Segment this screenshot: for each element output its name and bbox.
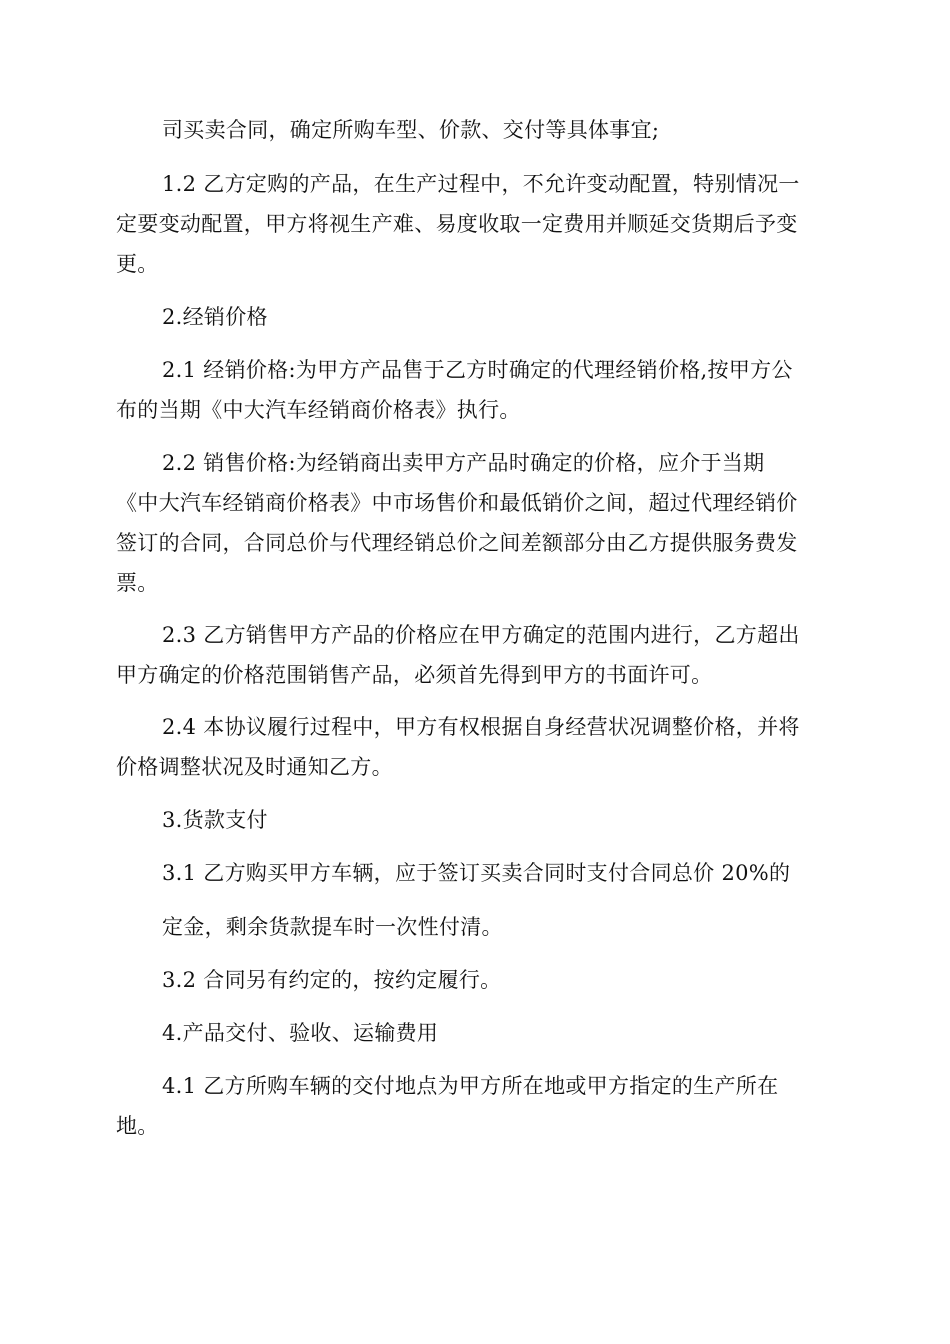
text-line: 价格调整状况及时通知乙方。 (116, 755, 393, 779)
text-line: 票。 (116, 571, 159, 595)
text-line: 3.1 乙方购买甲方车辆，应于签订买卖合同时支付合同总价 20%的 (162, 861, 791, 885)
text-line: 1.2 乙方定购的产品，在生产过程中，不允许变动配置，特别情况一 (162, 172, 800, 196)
text-line: 2.1 经销价格:为甲方产品售于乙方时确定的代理经销价格,按甲方公 (162, 358, 793, 382)
text-line: 4.1 乙方所购车辆的交付地点为甲方所在地或甲方指定的生产所在 (162, 1074, 779, 1098)
text-line: 2.4 本协议履行过程中，甲方有权根据自身经营状况调整价格，并将 (162, 715, 800, 739)
text-line: 司买卖合同，确定所购车型、价款、交付等具体事宜; (162, 118, 660, 142)
text-line: 更。 (116, 252, 159, 276)
section-heading: 4.产品交付、验收、运输费用 (162, 1021, 439, 1045)
text-line: 甲方确定的价格范围销售产品，必须首先得到甲方的书面许可。 (116, 663, 713, 687)
text-line: 3.2 合同另有约定的，按约定履行。 (162, 968, 502, 992)
text-line: 布的当期《中大汽车经销商价格表》执行。 (116, 398, 521, 422)
text-line: 2.2 销售价格:为经销商出卖甲方产品时确定的价格，应介于当期 (162, 451, 765, 475)
text-line: 2.3 乙方销售甲方产品的价格应在甲方确定的范围内进行，乙方超出 (162, 623, 800, 647)
text-line: 签订的合同，合同总价与代理经销总价之间差额部分由乙方提供服务费发 (116, 531, 798, 555)
section-heading: 3.货款支付 (162, 808, 268, 832)
text-line: 地。 (116, 1114, 159, 1138)
text-line: 定金，剩余货款提车时一次性付清。 (162, 915, 503, 939)
section-heading: 2.经销价格 (162, 305, 268, 329)
text-line: 《中大汽车经销商价格表》中市场售价和最低销价之间，超过代理经销价 (116, 491, 798, 515)
text-line: 定要变动配置，甲方将视生产难、易度收取一定费用并顺延交货期后予变 (116, 212, 798, 236)
